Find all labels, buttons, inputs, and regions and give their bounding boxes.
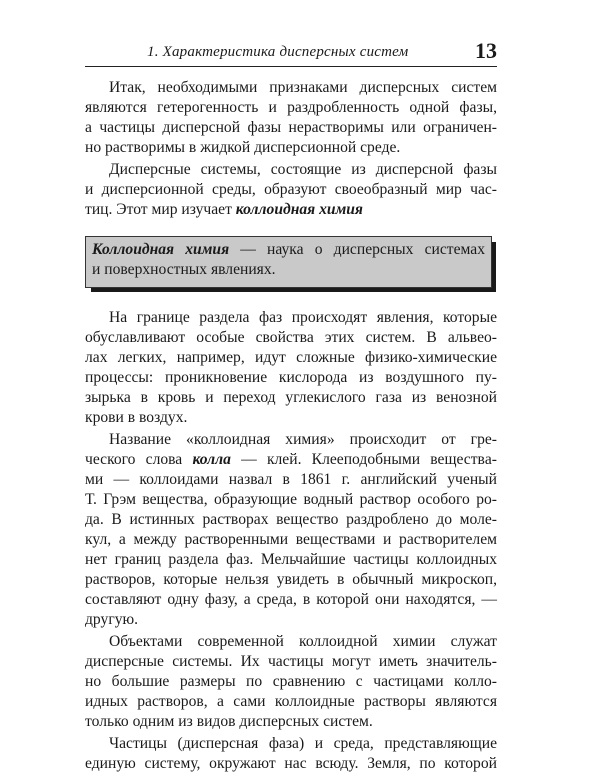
- text-line: растворов, которые нельзя увидеть в обычный микроскоп,: [85, 571, 497, 588]
- text-line: но растворимы в жидкой дисперсионной среде.: [85, 139, 401, 156]
- text-line: кул, а между растворенными веществами и растворителем: [85, 531, 497, 548]
- paragraph-2: [85, 160, 497, 220]
- chapter-title: 1. Характеристика дисперсных систем: [147, 44, 409, 60]
- text-line: Название «коллоидная химия» происходит от гре-: [109, 431, 497, 448]
- paragraph-1: [85, 78, 497, 158]
- page-number: 13: [475, 38, 497, 63]
- page-body: [85, 78, 497, 776]
- paragraph-4: [85, 430, 497, 630]
- text-line: [92, 240, 485, 260]
- text-line: другую.: [85, 611, 139, 628]
- text-line: обуславливают особые свойства этих систем. В альвео-: [85, 329, 497, 346]
- text-line: зырька в кровь и переход углекислого газа из венозной: [85, 389, 497, 406]
- text-fragment: — наука о дисперсных системах: [229, 241, 486, 258]
- paragraph-3: [85, 308, 497, 428]
- text-line: лах легких, например, идут сложные физико-химические: [85, 349, 497, 366]
- emphasized-term: колла: [192, 451, 231, 468]
- text-line: процессы: проникновение кислорода из воздушного пу-: [85, 369, 497, 386]
- text-line: крови в воздух.: [85, 409, 188, 426]
- text-line: но большие размеры по сравнению с частицами колло-: [85, 673, 497, 690]
- text-line: и поверхностных явлениях.: [92, 261, 276, 278]
- text-line: На границе раздела фаз происходят явления, которые: [109, 309, 497, 326]
- text-fragment: тиц. Этот мир изучает: [85, 201, 236, 218]
- text-line: Итак, необходимыми признаками дисперсных систем: [109, 79, 497, 96]
- text-line: идных растворов, а сами коллоидные растворы являются: [85, 693, 497, 710]
- definition-term: Коллоидная химия: [92, 241, 230, 258]
- text-line: единую систему, окружают нас всюду. Земля, по которой: [85, 755, 497, 772]
- text-line: и дисперсионной среды, образуют своеобразный мир час-: [85, 181, 497, 198]
- text-line: [85, 200, 497, 220]
- text-line: [85, 450, 497, 470]
- text-line: дисперсные системы. Их частицы могут иметь значитель-: [85, 653, 497, 670]
- text-line: Дисперсные системы, состоящие из дисперсной фазы: [109, 161, 497, 178]
- definition-panel: [85, 236, 492, 288]
- text-line: составляют одну фазу, а среда, в которой они находятся, —: [85, 591, 497, 608]
- paragraph-6: [85, 734, 497, 774]
- text-fragment: ческого слова: [85, 451, 193, 468]
- paragraph-5: [85, 632, 497, 732]
- text-line: Объектами современной коллоидной химии служат: [109, 633, 497, 650]
- text-line: являются гетерогенность и раздробленность одной фазы,: [85, 99, 497, 116]
- emphasized-term: коллоидная химия: [235, 201, 363, 218]
- header-rule: [85, 66, 497, 67]
- text-line: ми — коллоидами назвал в 1861 г. английский ученый: [85, 471, 497, 488]
- definition-box: [85, 236, 490, 290]
- text-line: Частицы (дисперсная фаза) и среда, представляющие: [109, 735, 497, 752]
- text-fragment: — клей. Клееподобными веществa-: [230, 451, 497, 468]
- text-line: да. В истинных растворах вещество раздроблено до моле-: [85, 511, 497, 528]
- text-line: нет границ раздела фаз. Мельчайшие частицы коллоидных: [85, 551, 497, 568]
- text-line: Т. Грэм вещества, образующие водный раствор особого ро-: [85, 491, 497, 508]
- text-line: а частицы дисперсной фазы нерастворимы или ограничен-: [85, 119, 497, 136]
- running-header: [85, 40, 497, 64]
- text-line: только одним из видов дисперсных систем.: [85, 713, 373, 730]
